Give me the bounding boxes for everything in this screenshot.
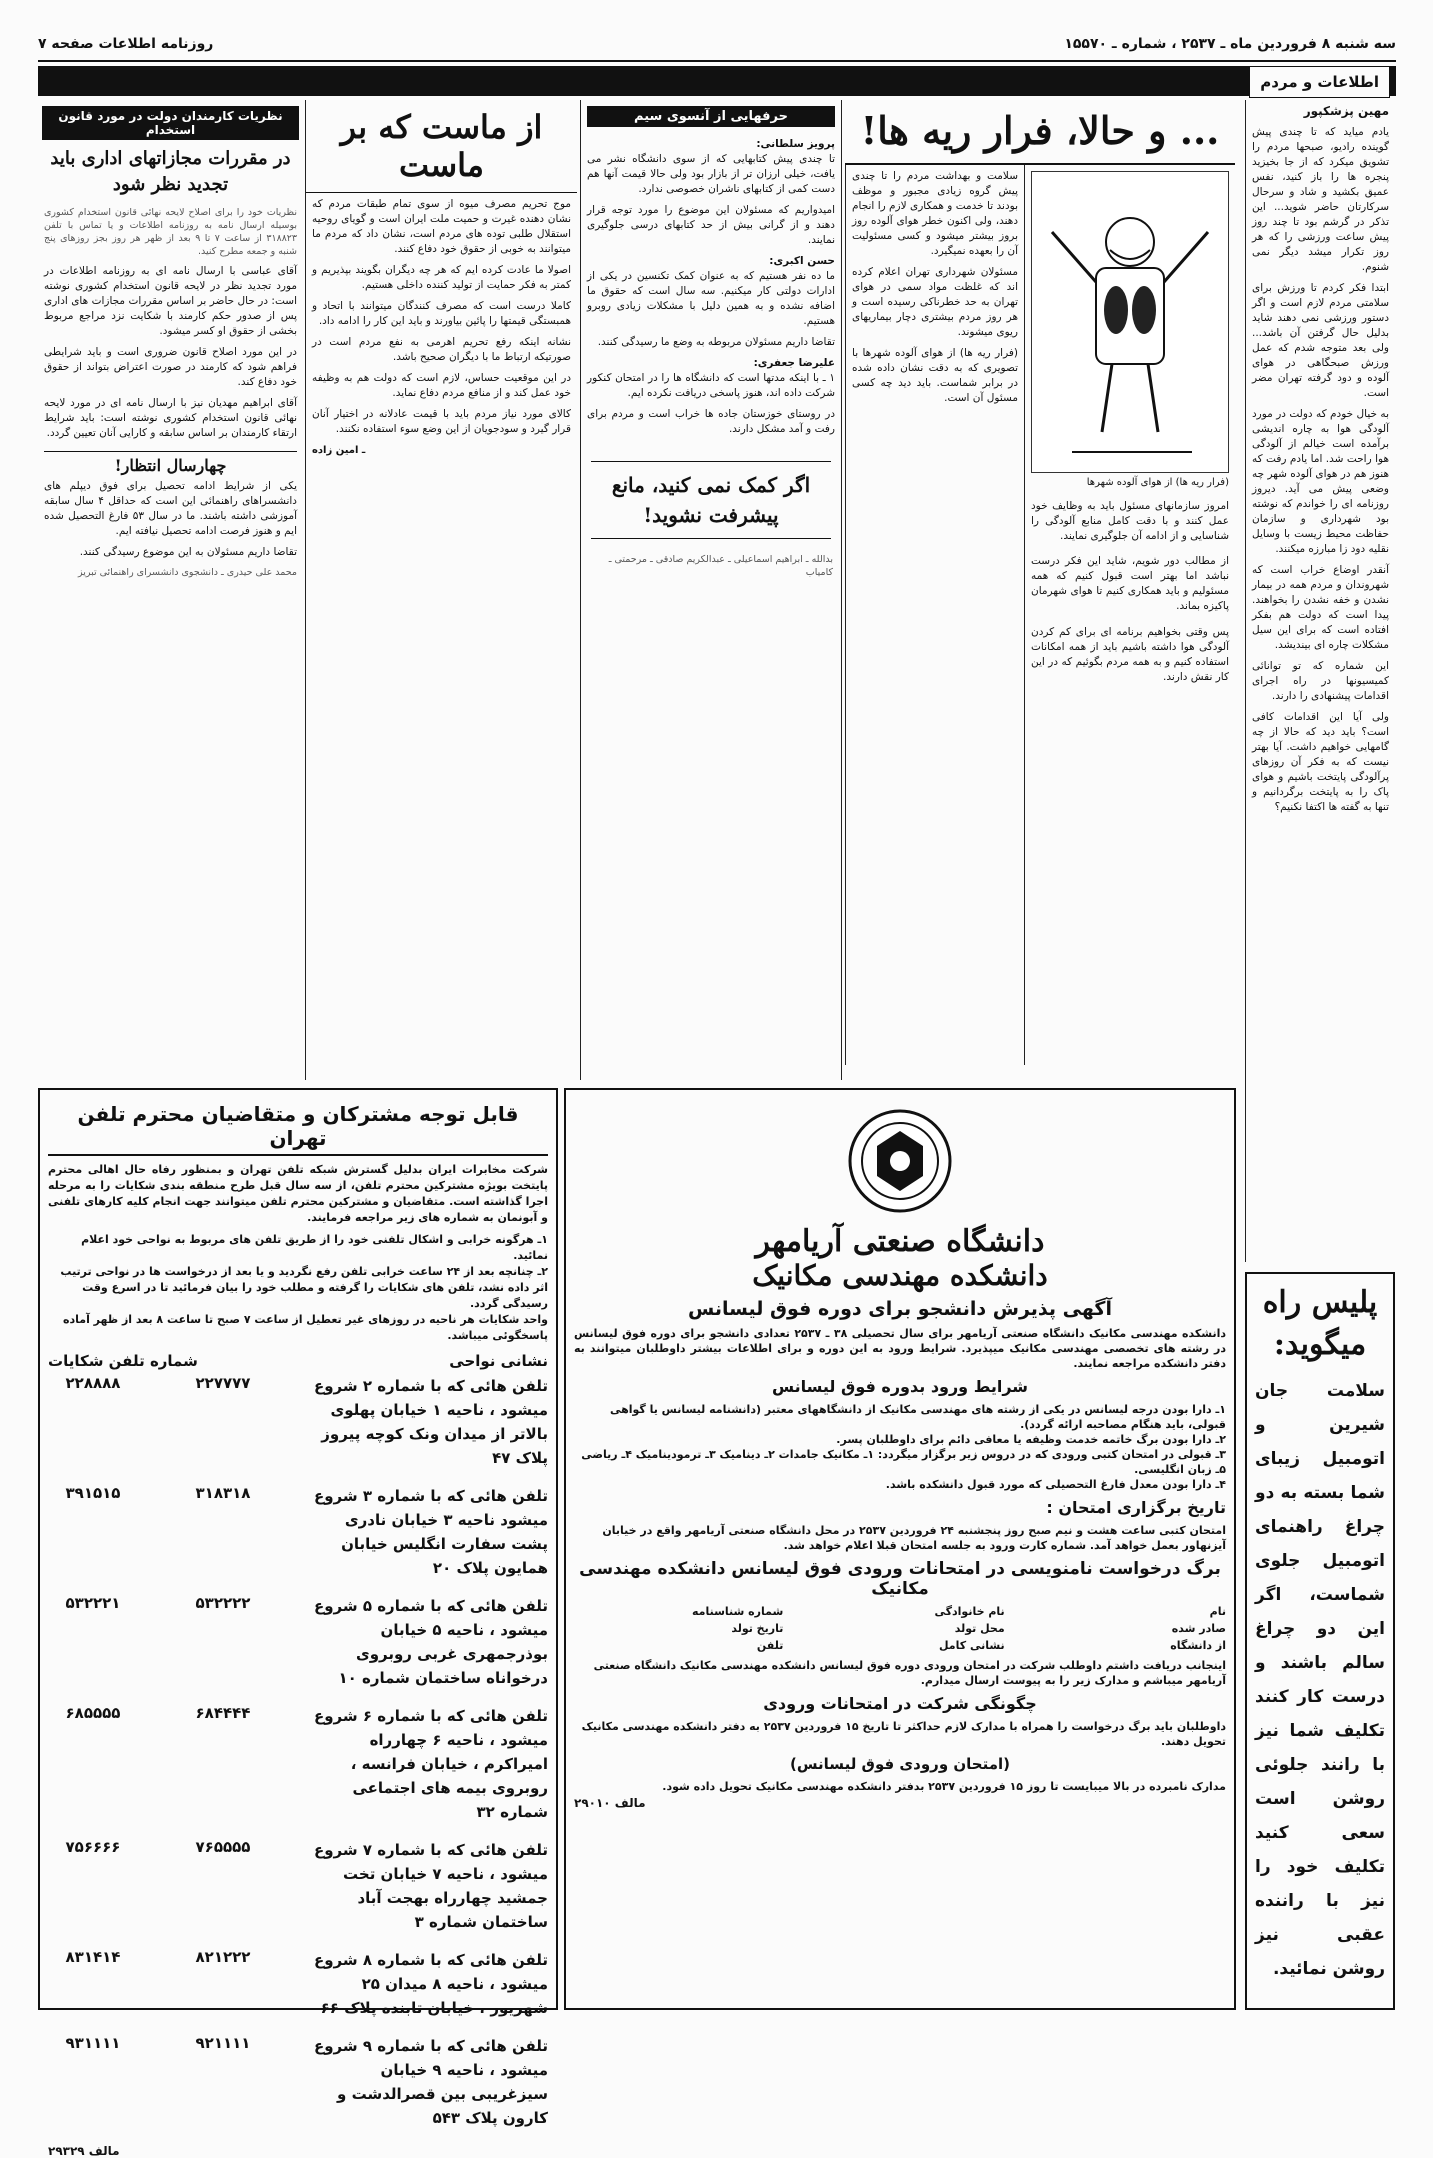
article-lead: نظریات خود را برای اصلاح لایحه نهائی قانون استخدام کشوری بوسیله ارسال نامه به روزنامه اطلاعات و یا تماس با تلفن ۳۱۸۸۲۳ از ساعت ۷ تا ۹ بعد از ظهر هر روز بجز روزهای پنج شنبه و جمعه مطرح کنید. (44, 207, 298, 257)
article-employment (38, 100, 303, 1080)
form-field: نشانی کامل (938, 1639, 1005, 1652)
university-notice (564, 1088, 1236, 2010)
number-cell: ۸۲۱۲۲۲ (195, 1948, 251, 1966)
form-field: تاریخ تولد (731, 1622, 784, 1635)
writer-paragraph: این شماره که تو توانائی کمیسیونها در راه اجرای اقدامات پیشنهادی را دارند. (1252, 660, 1389, 702)
how-title: چگونگی شرکت در امتحانات ورودی (763, 1694, 1037, 1713)
author-name: پرویز سلطانی: (756, 138, 835, 150)
main-paragraph: (فرار ریه ها) از هوای آلوده شهرها با تصویری که به دقت نشان داده شده در برابر شماست. باید دید چه کسی مسئول آن است. (852, 347, 1018, 404)
telephone-code: مالف ۲۹۳۲۹ (48, 2144, 120, 2158)
main-paragraph: امروز سازمانهای مسئول باید به وظایف خود عمل کنند و با دقت کامل منابع آلودگی را شناسایی و از ادامه آن جلوگیری نمایند. (1031, 499, 1229, 542)
form-field: صادر شده (1171, 1622, 1226, 1635)
column-writer (1245, 100, 1395, 1262)
form-field: تلفن (756, 1639, 784, 1652)
admission-title: (امتحان ورودی فوق لیسانس) (789, 1755, 1011, 1773)
article-paragraph: موج تحریم مصرف میوه از سوی تمام طبقات مردم که نشان دهنده غیرت و حمیت ملت ایران است و گویای روحیه استقلال طلبی توده های مردم است، نشان داد که مردم ما میتوانند به خوبی از حقوق خود دفاع کنند. (312, 198, 571, 255)
table-row (48, 1838, 548, 1934)
table-row (48, 1948, 548, 2020)
notice-intro: دانشکده مهندسی مکانیک دانشگاه صنعتی آریامهر برای سال تحصیلی ۳۸ ـ ۲۵۳۷ تعدادی دانشجو برای دوره فوق لیسانس در رشته های تخصصی مهندسی مکانیک میپذیرد. شرایط ورود به این دوره و برای اطلاعات بیشتر داوطلبان میتوانند به دفتر دانشکده مراجعه نمایند. (574, 1327, 1226, 1370)
article-ours-body (306, 193, 577, 462)
address-cell: تلفن هائی که با شماره ۲ شروع میشود ، ناحیه ۱ خیابان پهلوی بالاتر از میدان ونک کوچه پیروز پلاک ۴۷ (313, 1377, 548, 1467)
section-bar (38, 66, 1396, 96)
article-paragraph: اصولا ما عادت کرده ایم که هر چه دیگران بگویند بپذیریم و کمتر به فکر حمایت از تولید کننده داخلی هستیم. (312, 264, 571, 291)
table-row (48, 1484, 548, 1580)
article-paragraph: در این موقعیت حساس، لازم است که دولت هم به وظیفه خود عمل کند و از منافع مردم دفاع نماید. (312, 372, 571, 399)
article-paragraph: در این مورد اصلاح قانون ضروری است و باید شرایطی فراهم شود که کارمند در صورت اعتراض بتواند از حقوق خود دفاع کند. (44, 346, 297, 388)
number-cell: ۶۸۵۵۵۵ (65, 1704, 121, 1722)
article-paragraph: تقاضا داریم مسئولان به این موضوع رسیدگی کنند. (79, 546, 297, 558)
form-field: شماره شناسنامه (692, 1605, 784, 1618)
number-cell: ۳۹۱۵۱۵ (65, 1484, 121, 1502)
article-ours-title: از ماست که بر ماست (306, 100, 577, 193)
police-box (1245, 1272, 1395, 2010)
form-field: نام خانوادگی (934, 1605, 1005, 1618)
writer-paragraph: به خیال خودم که دولت در مورد آلودگی هوا به چاره اندیشی برآمده است خیالم از آلودگی هوا راحت شد. اما یادم رفت که هنوز هم در هوای آلوده شهر چه وضعی پیش می آید. دیروز روزنامه ای را خواندم که نوشته بود شهرداری و سازمان حفاظت محیط زیست با وسایل نقلیه دود زا مبارزه میکنند. (1252, 408, 1389, 555)
form-text: اینجانب دریافت داشتم داوطلب شرکت در امتحان ورودی دوره فوق لیسانس دانشکده مهندسی مکانیک دانشگاه صنعتی آریامهر میباشم و مدارک زیر را به پیوست ارسال میدارم. (593, 1659, 1226, 1687)
writer-paragraph: ابتدا فکر کردم تا ورزش برای سلامتی مردم لازم است و اگر دستور ورزشی نمی دهند شاید بدلیل حال گرفتن آن باشد... ولی بعد متوجه شدم که عمل ورزش صبحگاهی در هوای آلوده و دود گرفته تهران مضر است. (1252, 282, 1389, 399)
article-paragraph: آقای ابراهیم مهدیان نیز با ارسال نامه ای در مورد لایحه نهائی قانون استخدام کشوری نوشته است: باید شرایط ارتقاء کارمندان بر اساس سابقه و کارایی آنان تعیین گردد. (44, 397, 297, 439)
admission-text: مدارک نامبرده در بالا میبایست تا روز ۱۵ فروردین ۲۵۳۷ بدفتر دانشکده مهندسی مکانیک تحویل داده شود. (662, 1780, 1226, 1793)
article-paragraph: کاملا درست است که مصرف کنندگان میتوانند با اتحاد و همبستگی قیمتها را پائین بیاورند و باید این کار را ادامه داد. (312, 300, 571, 327)
article-phone (580, 100, 842, 1080)
writer-paragraph: یادم میاید که تا چندی پیش گوینده رادیو، صبحها مردم را تشویق میکرد که از جا بخیزید پنجره ها را باز کنید، نفس عمیق بکشید و شاد و سرحال سرکارتان حاضر شوید... این تذکر در گرشم بود تا چند روز پیش ساعت ورزشی را که هر روز تکرار میشد دیگر نمی شنوم. (1252, 126, 1389, 273)
faculty-name: دانشکده مهندسی مکانیک (752, 1259, 1048, 1292)
article-paragraph: امیدواریم که مسئولان این موضوع را مورد توجه قرار دهند و از گرانی بیش از حد کتابهای درسی جلوگیری نمایند. (587, 204, 835, 246)
telephone-table-header (48, 1352, 548, 1370)
conditions-title: شرایط ورود بدوره فوق لیسانس (771, 1377, 1029, 1396)
article-signature: محمد علی حیدری ـ دانشجوی دانشسرای راهنمائی تبریز (77, 567, 297, 578)
address-cell: تلفن هائی که با شماره ۸ شروع میشود ، ناحیه ۸ میدان ۲۵ شهریور ، خیابان تابنده پلاک ۶۶ (313, 1951, 548, 2017)
telephone-notice (38, 1088, 558, 2158)
address-cell: تلفن هائی که با شماره ۹ شروع میشود ، ناحیه ۹ خیابان سیزغریبی بین قصرالدشت و کارون پلاک ۵۴۳ (313, 2037, 548, 2127)
number-cell: ۲۲۸۸۸۸ (65, 1374, 121, 1392)
number-cell: ۳۱۸۳۱۸ (195, 1484, 251, 1502)
page-number: روزنامه اطلاعات صفحه ۷ (38, 36, 214, 52)
cartoon-caption: (فرار ریه ها) از هوای آلوده شهرها (1086, 477, 1229, 488)
article-signature: ـ امین زاده (312, 445, 366, 456)
university-code: مالف ۲۹۰۱۰ (574, 1796, 646, 1810)
article-ours (305, 100, 577, 1080)
form-fields (574, 1605, 1226, 1652)
condition-item: ۳ـ قبولی در امتحان کتبی ورودی که در دروس زیر برگزار میگردد: ۱ـ مکانیک جامدات ۲ـ دینامیک ۳ـ ترمودینامیک ۴ـ ریاضی ۵ـ زبان انگلیسی. (581, 1448, 1226, 1476)
number-cell: ۶۸۴۴۴۴ (195, 1704, 251, 1722)
author-name: علیرضا جعفری: (753, 357, 835, 369)
article-paragraph: تقاضا داریم مسئولان مربوطه به وضع ما رسیدگی کنند. (597, 336, 835, 348)
telephone-item: ۱ـ هرگونه خرابی و اشکال تلفنی خود را از طریق تلفن های مربوط به نواحی خود اعلام نمائید. (81, 1233, 548, 1262)
col-address-header: نشانی نواحی (449, 1352, 548, 1370)
signers: بدالله ـ ابراهیم اسماعیلی ـ عبدالکریم صادقی ـ مرحمتی ـ کامیاب (608, 554, 833, 578)
number-cell: ۹۲۱۱۱۱ (195, 2034, 251, 2052)
number-cell: ۲۲۷۷۷۷ (195, 1374, 251, 1392)
telephone-title: قابل توجه مشترکان و متقاضیان محترم تلفن تهران (48, 1098, 548, 1156)
article-paragraph: ۱ ـ با اینکه مدتها است که دانشگاه ها را در امتحان کنکور شرکت داده اند، هنوز پاسخی دریافت نکرده ایم. (587, 372, 835, 399)
address-cell: تلفن هائی که با شماره ۶ شروع میشود ، ناحیه ۶ چهارراه امیراکرم ، خیابان فرانسه ، روبروی بیمه های اجتماعی شماره ۳۲ (313, 1707, 548, 1821)
form-field: محل تولد (954, 1622, 1005, 1635)
telephone-item: واحد شکایات هر ناحیه در روزهای غیر تعطیل از ساعت ۷ صبح تا ساعت ۸ بعد از ظهر آماده پاسخگوئی میباشد. (62, 1313, 548, 1342)
page-header (38, 28, 1396, 62)
notice-title: آگهی پذیرش دانشجو برای دوره فوق لیسانس (688, 1298, 1112, 1320)
number-cell: ۹۳۱۱۱۱ (65, 2034, 121, 2052)
address-cell: تلفن هائی که با شماره ۳ شروع میشود ناحیه ۳ خیابان نادری پشت سفارت انگلیس خیابان همایون پلاک ۲۰ (313, 1487, 548, 1577)
address-cell: تلفن هائی که با شماره ۷ شروع میشود ، ناحیه ۷ خیابان تخت جمشید چهارراه بهجت آباد ساختمان شماره ۳ (313, 1841, 548, 1931)
number-cell: ۷۶۵۵۵۵ (195, 1838, 251, 1856)
article-paragraph: تا چندی پیش کتابهایی که از سوی دانشگاه نشر می یافت، خیلی ارزان تر از بازار بود ولی حالا قیمت آنها هم دست کمی از کتابهای ناشران خصوصی ندارد. (587, 153, 835, 195)
table-row (48, 1594, 548, 1690)
article-phone-headline: اگر کمک نمی کنید، مانع پیشرفت نشوید! (591, 461, 831, 539)
form-field: از دانشگاه (1170, 1639, 1226, 1652)
writer-paragraph: ولی آیا این اقدامات کافی است؟ باید دید که حالا از چه گامهایی خواهیم داشت. آیا بهتر نیست که به فکر آن روزهای پرآلودگی پایتخت باشیم و هوای پاک را به پایتخت برگردانیم و تنها به گفته ها اکتفا نکنیم؟ (1252, 711, 1389, 813)
section-title: اطلاعات و مردم (1249, 66, 1390, 98)
article-paragraph: یکی از شرایط ادامه تحصیل برای فوق دیپلم های دانشسراهای راهنمائی این است که حداقل ۴ سال سابقه آموزشی داشته باشند. ما در سال ۵۳ فارغ التحصیل شده ایم و هنوز فرصت ادامه تحصیل نیافته ایم. (44, 480, 297, 537)
police-text: سلامت جان شیرین و اتومبیل زیبای شما بسته به دو چراغ راهنمای اتومبیل جلوی شماست، اگر این دو چراغ سالم باشند و درست کار کنند تکلیف شما نیز با رانند جلوئی روشن است سعی کنید تکلیف خود را نیز با راننده عقبی نیز روشن نمائید. (1255, 1381, 1385, 1979)
main-article-right (845, 165, 1025, 1065)
telephone-item: ۲ـ چنانچه بعد از ۲۴ ساعت خرابی تلفن رفع نگردید و یا بعد از درخواست ها در نواحی ترتیب اثر داده نشد، تلفن های شکایات را گرفته و مطلب خود را بیان فرمائید تا در اسرع وقت رسیدگی گردد. (60, 1265, 548, 1310)
writer-name: مهین پزشکپور (1303, 104, 1389, 118)
issue-info: سه شنبه ۸ فروردین ماه ـ ۲۵۳۷ ، شماره ـ ۱۵۵۷۰ (1064, 36, 1396, 52)
main-paragraph: سلامت و بهداشت مردم را تا چندی پیش گروه زیادی مجبور و موظف بودند تا خدمت و همکاری لازم را انجام دهند، ولی اکنون خطر هوای آلوده روز بروز بیشتر میشود و کسی مسئولیت آن را بعهده نمیگیرد. (852, 170, 1018, 257)
number-cell: ۸۳۱۴۱۴ (65, 1948, 121, 1966)
table-row (48, 1374, 548, 1470)
main-paragraph: از مطالب دور شویم، شاید این فکر درست نباشد اما بهتر است قبول کنیم که همه مسئولیم و باید همکاری کنیم تا هوای شهرمان پاکیزه بماند. (1031, 555, 1229, 612)
condition-item: ۱ـ دارا بودن درجه لیسانس در یکی از رشته های مهندسی مکانیک از دانشگاههای معتبر (دانشنامه لیسانس یا گواهی قبولی، باید هنگام مصاحبه ارائه گردد). (609, 1403, 1226, 1431)
condition-item: ۲ـ دارا بودن برگ خاتمه خدمت وظیفه یا معافی دائم برای داوطلبان پسر. (836, 1433, 1226, 1446)
col-number-header: شماره تلفن شکایات (48, 1352, 198, 1370)
article-employment-banner: نظریات کارمندان دولت در مورد قانون استخدام (42, 106, 299, 140)
form-title: برگ درخواست نامنویسی در امتحانات ورودی فوق لیسانس دانشکده مهندسی مکانیک (579, 1559, 1221, 1599)
university-logo (574, 1106, 1226, 1216)
number-cell: ۵۳۲۲۲۱ (65, 1594, 121, 1612)
article-paragraph: آقای عباسی با ارسال نامه ای به روزنامه اطلاعات در مورد تجدید نظر در لایحه قانون استخدام کشوری نوشته است: در حال حاضر بر اساس مقررات مجازات های اداری پس از صدور حکم کارمند با شکایت نزد مراجع مربوط بخشی از حقوق او کسر میشود. (44, 265, 297, 337)
article-phone-body (581, 133, 841, 447)
number-cell: ۷۵۶۶۶۶ (65, 1838, 121, 1856)
article-paragraph: ما ده نفر هستیم که به عنوان کمک تکنسین در یکی از ادارات دولتی کار میکنیم. سه سال است که حقوق ما اضافه نشده و به همین دلیل با مشکلات زیادی روبرو هستیم. (587, 270, 835, 327)
main-paragraph: پس وقتی بخواهیم برنامه ای برای کم کردن آلودگی هوا داشته باشیم باید از همه امکانات استفاده کنیم و به همه مردم بگوئیم که در این کار نقش دارند. (1031, 625, 1229, 683)
article-employment-body (38, 202, 303, 583)
main-paragraph: مسئولان شهرداری تهران اعلام کرده اند که غلظت مواد سمی در هوای تهران به حد خطرناکی رسیده است و هر روز مردم بیشتری دچار بیماریهای ریوی میشوند. (852, 266, 1018, 338)
number-cell: ۵۳۲۲۲۲ (195, 1594, 251, 1612)
main-article (845, 100, 1235, 1080)
form-field: نام (1209, 1605, 1226, 1618)
exam-text: امتحان کتبی ساعت هشت و نیم صبح روز پنجشنبه ۲۴ فروردین ۲۵۳۷ در محل دانشگاه صنعتی آریامهر واقع در خیابان آیزنهاور بعمل خواهد آمد. شماره کارت ورود به جلسه امتحان قبلا اعلام خواهد شد. (602, 1524, 1226, 1552)
writer-paragraph: آنقدر اوضاع خراب است که شهروندان و مردم همه در بیمار نشدن و خفه نشدن را بخواهند. پیدا است که دولت هم بفکر افتاده است که برای این سیل مشکلات چاره ای بیندیشد. (1252, 564, 1389, 651)
police-title: پلیس راه میگوید: (1262, 1285, 1378, 1362)
article-paragraph: در روستای خوزستان جاده ها خراب است و مردم برای رفت و آمد مشکل دارند. (587, 408, 835, 435)
telephone-table (48, 1374, 548, 2130)
article-paragraph: نشانه اینکه رفع تحریم اهرمی به نفع مردم است در صورتیکه ارتباط ما با دیگران صحیح باشد. (312, 336, 571, 363)
how-text: داوطلبان باید برگ درخواست را همراه با مدارک لازم حداکثر تا تاریخ ۱۵ فروردین ۲۵۳۷ به دفتر دانشکده مهندسی مکانیک تحویل دهند. (581, 1720, 1226, 1748)
main-article-title: ... و حالا، فرار ریه ها! (845, 100, 1235, 165)
article-phone-title: حرفهایی از آنسوی سیم (587, 106, 835, 127)
author-name: حسن اکبری: (769, 255, 835, 267)
condition-item: ۴ـ دارا بودن معدل فارغ التحصیلی که مورد قبول دانشکده باشد. (885, 1478, 1226, 1491)
address-cell: تلفن هائی که با شماره ۵ شروع میشود ، ناحیه ۵ خیابان بوذرجمهری غربی روبروی درخواناه ساختمان شماره ۱۰ (313, 1597, 548, 1687)
article-paragraph: کالای مورد نیاز مردم باید با قیمت عادلانه در اختیار آنان قرار گیرد و سودجویان از این وضع سوء استفاده نکنند. (312, 408, 571, 435)
telephone-body: شرکت مخابرات ایران بدلیل گسترش شبکه تلفن تهران و بمنظور رفاه حال اهالی محترم پایتخت بویژه مشترکین محترم تلفن، از سه سال قبل طرح منطقه بندی شکایات را به مرحله اجرا گذاشته است. متقاضیان و مشترکین محترم تلفن میتوانند جهت انجام کلیه کارهای تلفنی و آبونمان به شماره های زیر مراجعه فرمایند. (48, 1163, 548, 1224)
main-article-left (1025, 165, 1235, 1065)
university-name: دانشگاه صنعتی آریامهر (755, 1224, 1045, 1259)
table-row (48, 1704, 548, 1824)
article-employment-title: در مقررات مجازاتهای اداری باید تجدید نظر شود (50, 148, 291, 195)
exam-title: تاریخ برگزاری امتحان : (1046, 1498, 1226, 1517)
subtitle-waiting: چهارسال انتظار! (44, 451, 297, 473)
cartoon-image (1031, 171, 1229, 473)
table-row (48, 2034, 548, 2130)
